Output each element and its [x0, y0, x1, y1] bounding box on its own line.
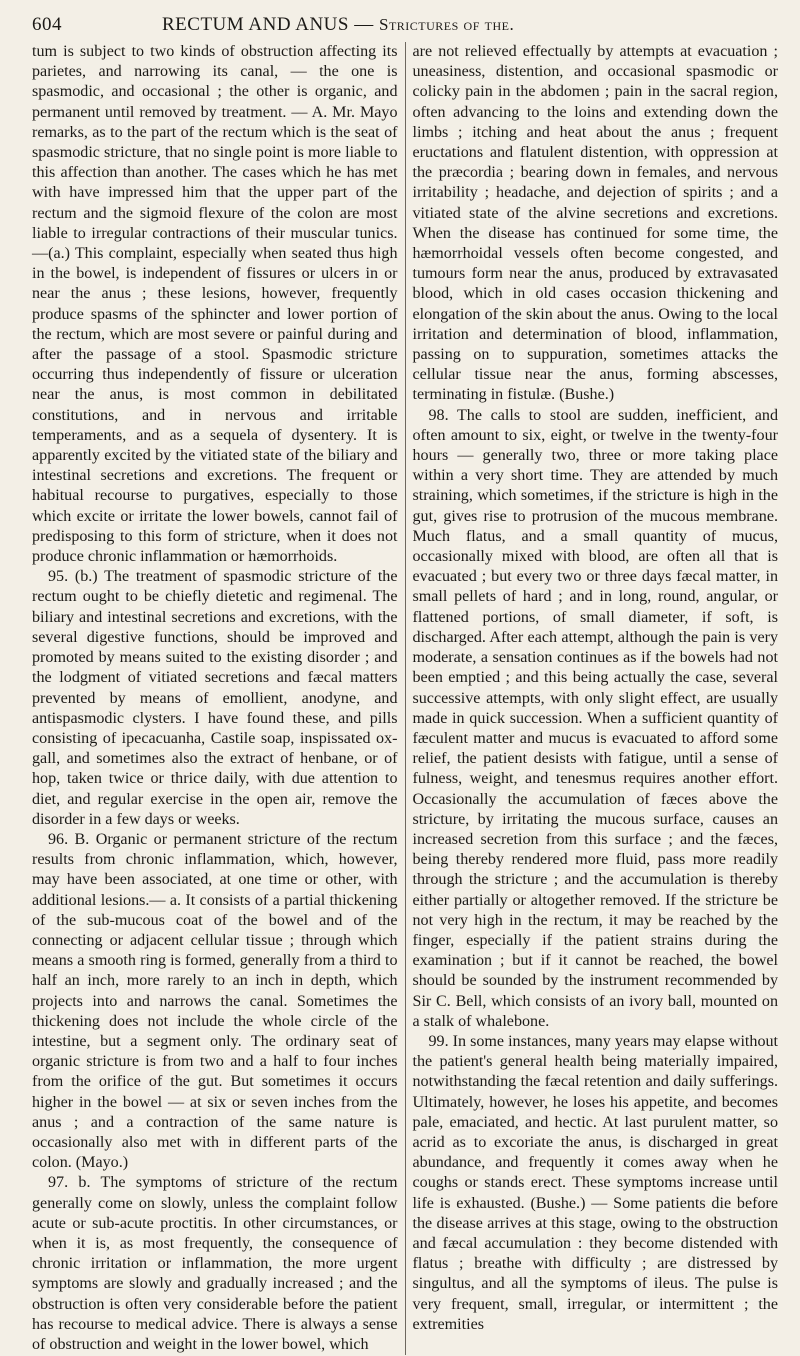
paragraph: 96. B. Organic or permanent stricture of the rectum results from chronic inflammation, which, however, may have been associated, at one time or other, with additional lesions.— a. It consists of a partial thickening of the sub-mucous coat of the bowel and of the connecting or adjacent cellular tissue ; through which means a smooth ring is formed, generally from a third to half an inch, more rarely to an inch in depth, which projects into and narrows the canal. Sometimes the thickening does not include the whole circle of the intestine, but a segment only. The ordinary seat of organic stricture is from two and a half to four inches from the orifice of the gut. But sometimes it occurs higher in the bowel — at six or seven inches from the anus ; and a contraction of the same nature is occasionally also met with in different parts of the colon. (Mayo.)	[32, 830, 398, 1172]
page-number: 604	[32, 14, 62, 35]
paragraph: tum is subject to two kinds of obstruction affecting its parietes, and narrowing its canal, — the one is spasmodic, and occasional ; the other is organic, and permanent until removed by treatment. — A. Mr. Mayo remarks, as to the part of the rectum which is the seat of spasmodic stricture, that no single point is more liable to this affection than another. The cases which he has met with have impressed him that the upper part of the rectum and the sigmoid flexure of the colon are most liable to irregular contractions of their muscular tunics. —(a.) This complaint, especially when seated thus high in the bowel, is independent of fissures or ulcers in or near the anus ; these lesions, however, frequently produce spasms of the sphincter and lower portion of the rectum, which are most severe or painful during and after the passage of a stool. Spasmodic stricture occurring thus independently of fissure or ulceration near the anus, is most common in debilitated constitutions, and in nervous and irritable temperaments, and as a sequela of dysentery. It is apparently excited by the vitiated state of the biliary and intestinal secretions and excretions. The frequent or habitual recourse to purgatives, especially to those which excite or irritate the lower bowels, cannot fail of predisposing to this form of stricture, when it does not produce chronic inflammation or hæmorrhoids.	[32, 43, 398, 566]
right-column	[405, 42, 779, 1355]
left-column	[32, 42, 405, 1355]
running-title	[122, 14, 778, 36]
paragraph: 98. The calls to stool are sudden, inefficient, and often amount to six, eight, or twelve in the twenty-four hours — generally two, three or more taking place within a very short time. They are attended by much straining, which sometimes, if the stricture is high in the gut, gives rise to protrusion of the mucous membrane. Much flatus, and a small quantity of mucus, occasionally mixed with blood, are often all that is evacuated ; but every two or three days fæcal matter, in small pellets of hard ; and in long, round, angular, or flattened portions, of small diameter, if soft, is discharged. After each attempt, although the pain is very moderate, a sensation continues as if the bowels had not been emptied ; and this being actually the case, several successive attempts, with only slight effect, are usually made in quick succession. When a sufficient quantity of fæculent matter and mucus is evacuated to afford some relief, the patient desists with fatigue, until a sense of fulness, weight, and tenesmus requires another effort. Occasionally the accumulation of fæces above the stricture, by irritating the mucous surface, causes an increased secretion from this surface ; and the fæces, being thereby rendered more fluid, pass more readily through the stricture ; and the accumulation is thereby either partially or altogether removed. If the stricture be not very high in the rectum, it may be reached by the finger, especially if the patient strains during the examination ; but if it cannot be reached, the bowel should be sounded by the instrument recommended by Sir C. Bell, which consists of an ivory ball, mounted on a stalk of whalebone.	[412, 406, 778, 1030]
paragraph: 95. (b.) The treatment of spasmodic stricture of the rectum ought to be chiefly dietetic and regimenal. The biliary and intestinal secretions and excretions, with the several digestive functions, should be improved and promoted by means suited to the existing disorder ; and the lodgment of vitiated secretions and fæcal matters prevented by means of emollient, anodyne, and antispasmodic clysters. I have found these, and pills consisting of ipecacuanha, Castile soap, inspissated ox-gall, and sometimes also the extract of henbane, or of hop, taken twice or thrice daily, with due attention to diet, and regular exercise in the open air, remove the disorder in a few days or weeks.	[32, 568, 398, 828]
running-head	[32, 14, 778, 36]
running-title-sub: Strictures of the.	[378, 15, 515, 34]
text-columns	[32, 42, 778, 1355]
running-title-main: RECTUM AND ANUS —	[162, 14, 374, 35]
paragraph: 99. In some instances, many years may elapse without the patient's general health being materially impaired, notwithstanding the fæcal retention and daily sufferings. Ultimately, however, he loses his appetite, and becomes pale, emaciated, and hectic. At last purulent matter, so acrid as to excoriate the anus, is discharged in great abundance, and frequently it comes away when he coughs or stands erect. These symptoms increase until life is exhausted. (Bushe.) — Some patients die before the disease arrives at this stage, owing to the obstruction and fæcal accumulation : they become distended with flatus ; breathe with difficulty ; are distressed by singultus, and all the symptoms of ileus. The pulse is very frequent, small, irregular, or intermittent ; the extremities	[412, 1032, 779, 1333]
paragraph: 97. b. The symptoms of stricture of the rectum generally come on slowly, unless the complaint follow acute or sub-acute proctitis. In other circumstances, or when it is, as most frequently, the consequence of chronic irritation or inflammation, the more urgent symptoms are slowly and gradually increased ; and the obstruction is often very considerable before the patient has recourse to medical advice. There is always a sense of obstruction and weight in the lower bowel, which	[32, 1174, 398, 1353]
paragraph: are not relieved effectually by attempts at evacuation ; uneasiness, distention, and occasional spasmodic or colicky pain in the abdomen ; pain in the sacral region, often advancing to the loins and extending down the limbs ; itching and heat about the anus ; frequent eructations and flatulent distention, with oppression at the præcordia ; bearing down in females, and nervous irritability ; headache, and dejection of spirits ; and a vitiated state of the alvine secretions and excretions. When the disease has continued for some time, the hæmorrhoidal vessels often become congested, and tumours form near the anus, produced by extravasated blood, which in old cases occasion thickening and elongation of the skin about the anus. Owing to the local irritation and determination of blood, inflammation, passing on to suppuration, sometimes attacks the cellular tissue near the anus, forming abscesses, terminating in fistulæ. (Bushe.)	[412, 43, 778, 404]
